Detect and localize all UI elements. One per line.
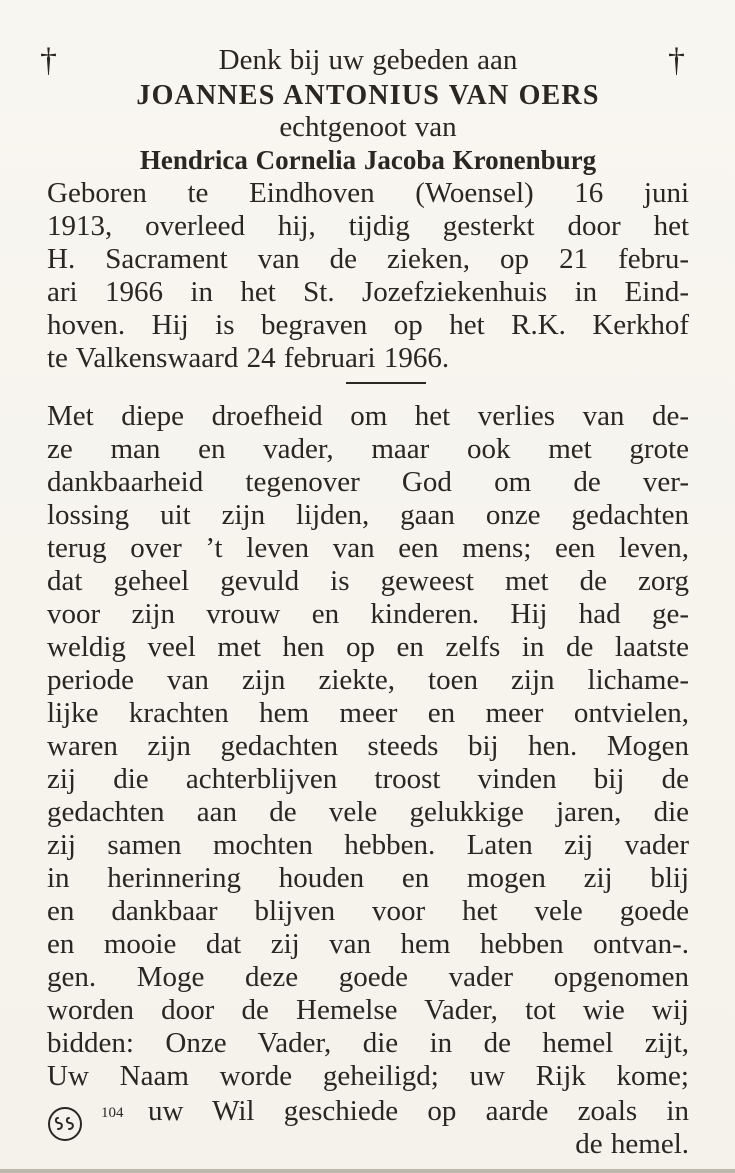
body-line: en mooie dat zij van hem hebben ontvan-. <box>47 928 689 960</box>
bio-line: 1913, overleed hij, tijdig gesterkt door het <box>47 210 689 242</box>
body-line: gedachten aan de vele gelukkige jaren, die <box>47 796 689 828</box>
spouse-name: Hendrica Cornelia Jacoba Kronenburg <box>139 145 597 175</box>
body-line: dat geheel gevuld is geweest met de zorg <box>47 565 689 597</box>
body-line: voor zijn vrouw en kinderen. Hij had ge- <box>47 598 689 630</box>
cross-left-icon: † <box>40 42 57 79</box>
body-line: worden door de Hemelse Vader, tot wie wij <box>47 994 689 1026</box>
bio-line: te Valkenswaard 24 februari 1966. <box>47 342 450 374</box>
bio-line: hoven. Hij is begraven op het R.K. Kerkhof <box>47 309 689 341</box>
body-line: zij samen mochten hebben. Laten zij vader <box>47 829 689 861</box>
body-line: lijke krachten hem meer en meer ontvielen, <box>47 697 689 729</box>
body-line: ze man en vader, maar ook met grote <box>47 433 689 465</box>
body-line: Met diepe droefheid om het verlies van de- <box>47 400 689 432</box>
body-line: lossing uit zijn lijden, gaan onze gedachten <box>47 499 689 531</box>
cross-right-icon: † <box>668 42 685 79</box>
body-line-last: de hemel. <box>575 1128 689 1160</box>
body-line: terug over ’t leven van een mens; een leven, <box>47 532 689 564</box>
body-line: weldig veel met hen op en zelfs in de laatste <box>47 631 689 663</box>
print-number: 104 <box>101 1105 124 1121</box>
body-line: bidden: Onze Vader, die in de hemel zijt, <box>47 1027 689 1059</box>
body-line: gen. Moge deze goede vader opgenomen <box>47 961 689 993</box>
body-line: en dankbaar blijven voor het vele goede <box>47 895 689 927</box>
bio-line: H. Sacrament van de zieken, op 21 febru- <box>47 243 689 275</box>
header-intro: Denk bij uw gebeden aan <box>218 44 518 76</box>
body-line: in herinnering houden en mogen zij blij <box>47 862 689 894</box>
body-line: dankbaarheid tegenover God om de ver- <box>47 466 689 498</box>
body-line: zij die achterblijven troost vinden bij de <box>47 763 689 795</box>
body-line: uw Wil geschiede op aarde zoals in <box>148 1095 689 1127</box>
body-line: periode van zijn ziekte, toen zijn lichame- <box>47 664 689 696</box>
body-line: waren zijn gedachten steeds bij hen. Mogen <box>47 730 689 762</box>
body-line: Uw Naam worde geheiligd; uw Rijk kome; <box>47 1060 689 1092</box>
relation-label: echtgenoot van <box>279 111 457 143</box>
section-divider <box>346 382 426 384</box>
card-bottom-edge <box>0 1169 735 1173</box>
bio-line: Geboren te Eindhoven (Woensel) 16 juni <box>47 177 689 209</box>
bio-line: ari 1966 in het St. Jozefziekenhuis in Eind- <box>47 276 689 308</box>
deceased-name: JOANNES ANTONIUS VAN OERS <box>136 80 600 111</box>
